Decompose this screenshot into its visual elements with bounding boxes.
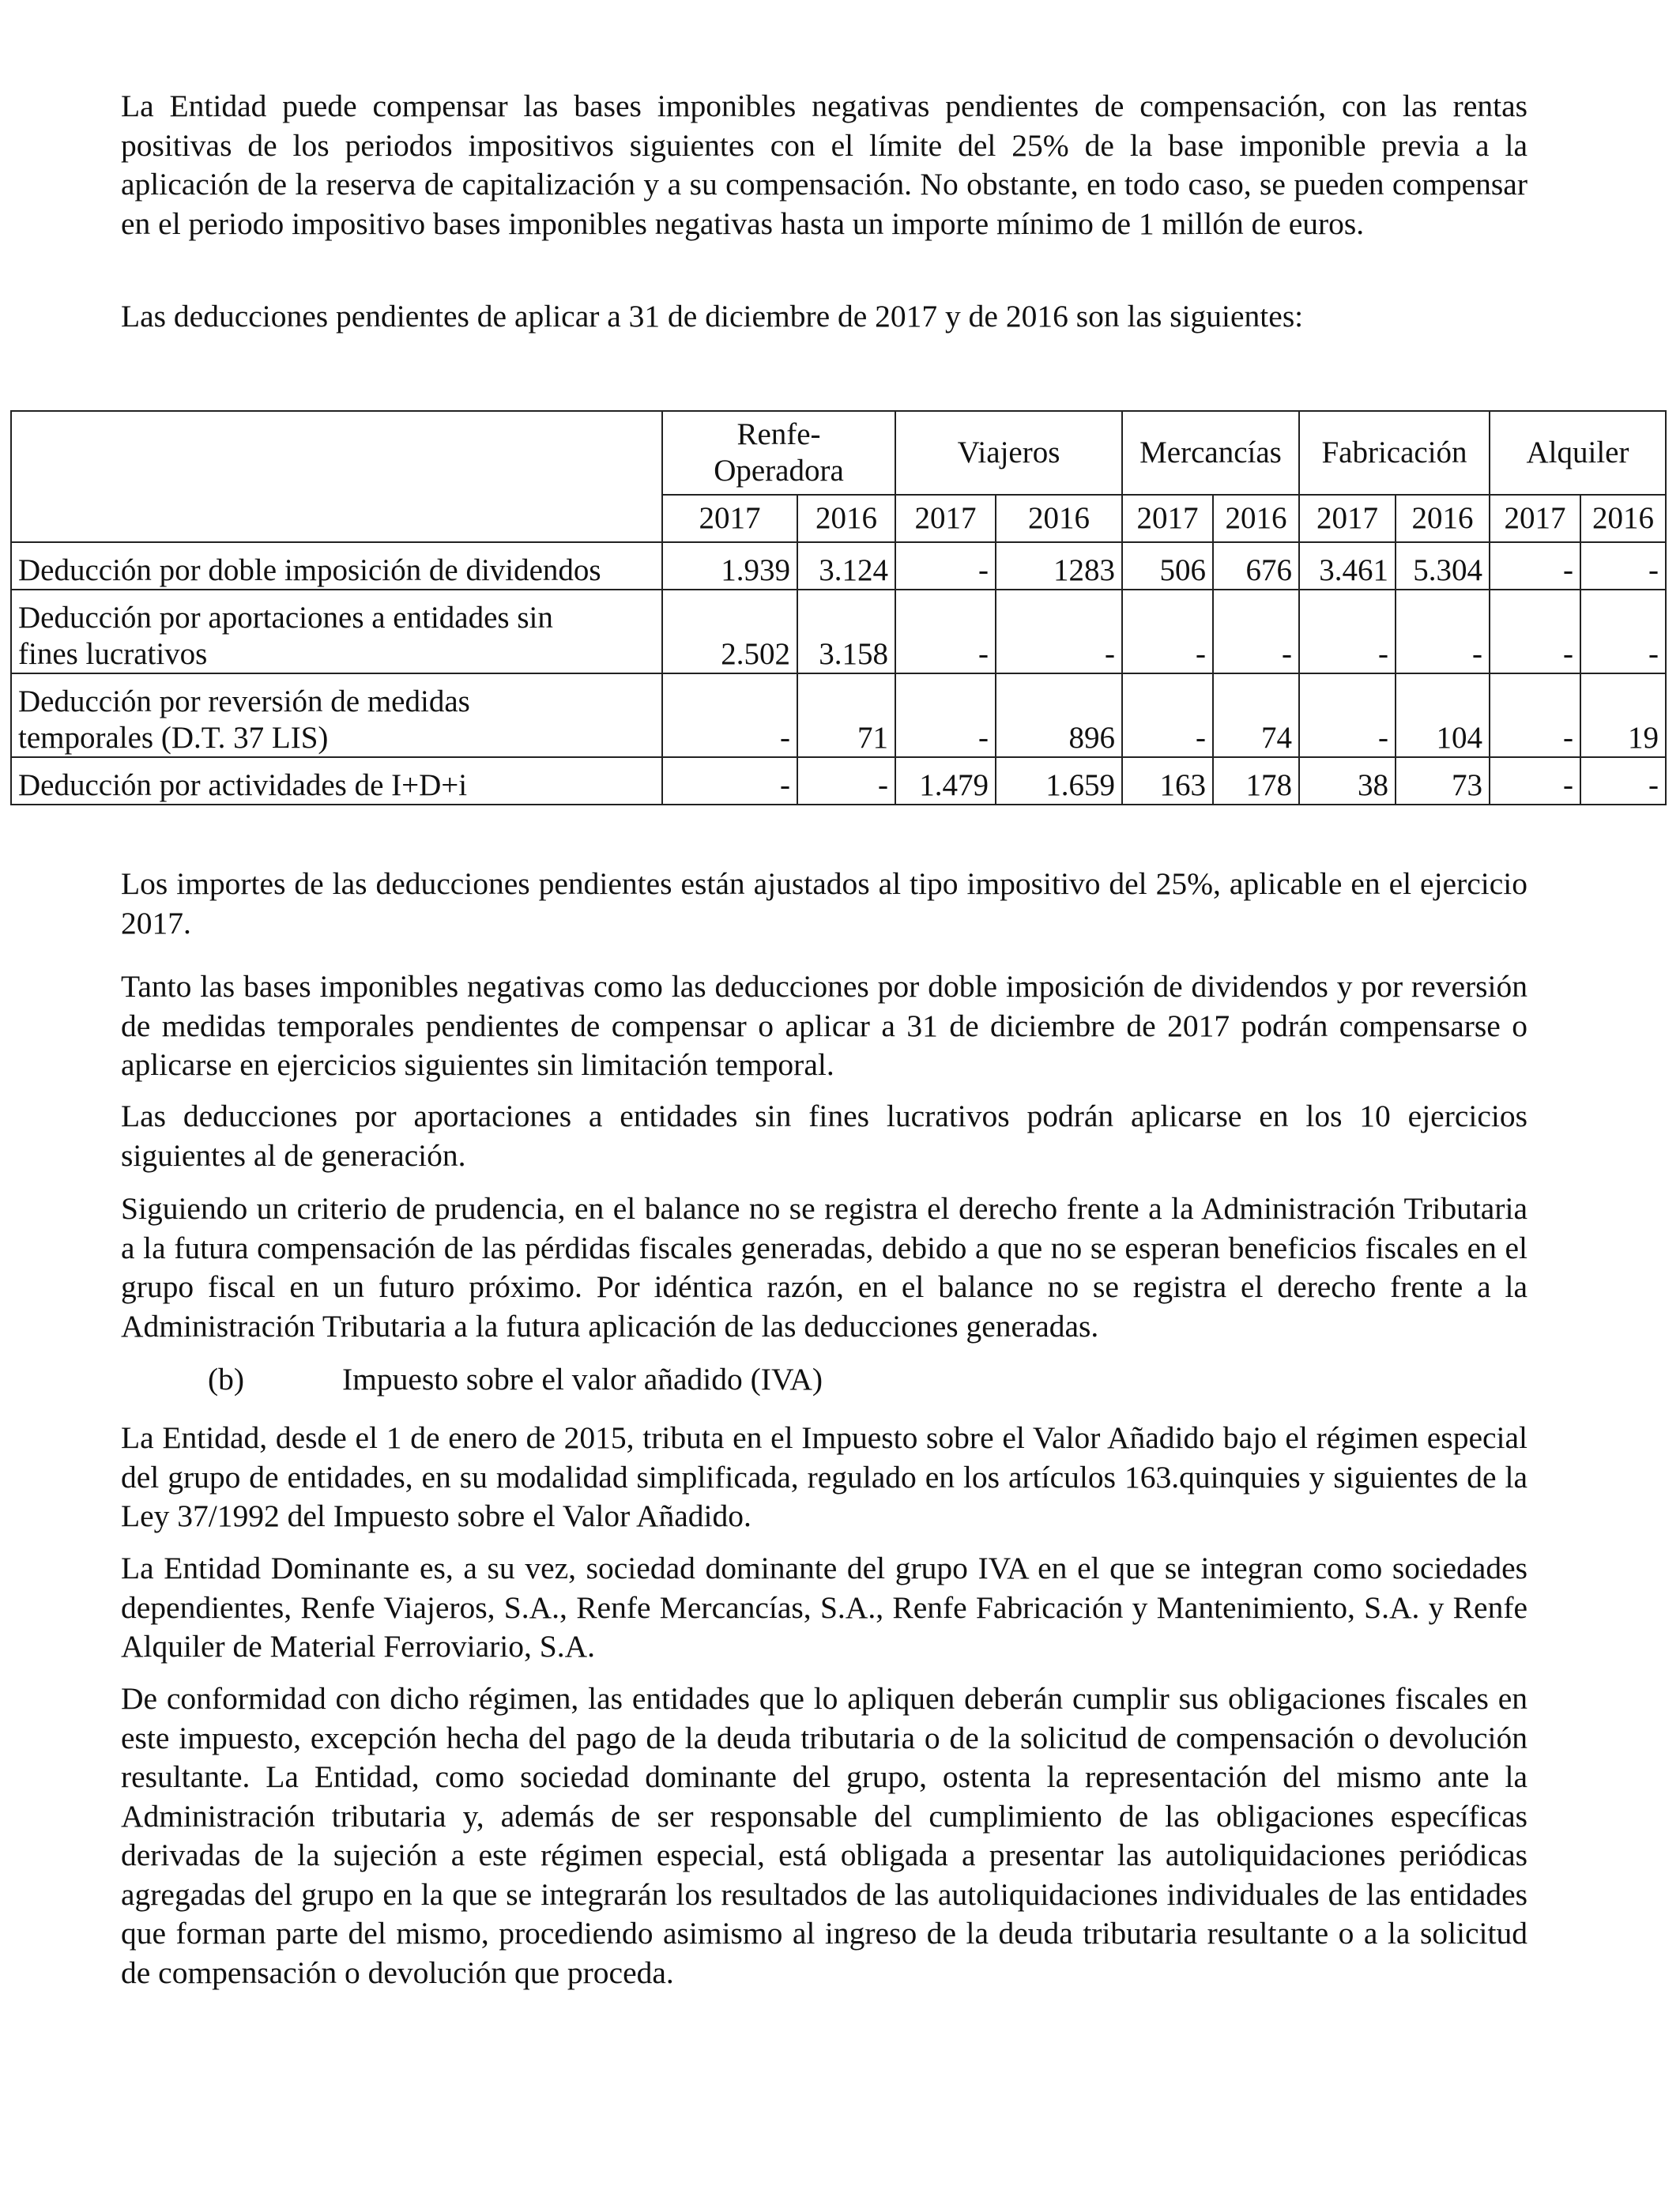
table-row	[11, 757, 1666, 805]
year-header: 2017	[1122, 495, 1213, 542]
group-header-fabricacion: Fabricación	[1299, 411, 1490, 495]
year-header: 2016	[996, 495, 1122, 542]
table-cell: -	[1580, 757, 1666, 805]
paragraph-tipo-impositivo: Los importes de las deducciones pendientes están ajustados al tipo impositivo del 25%, aplicable en el ejercicio 2017.	[121, 866, 1527, 941]
row-label	[11, 673, 662, 757]
year-header: 2017	[1490, 495, 1580, 542]
table-cell: 3.124	[797, 542, 895, 590]
group-header-mercancias: Mercancías	[1122, 411, 1299, 495]
paragraph-grupo-iva: La Entidad Dominante es, a su vez, sociedad dominante del grupo IVA en el que se integran como sociedades dependientes, Renfe Viajeros, S.A., Renfe Mercancías, S.A., Renfe Fabricación y Mantenimiento, S.A. y Renfe Alquiler de Material Ferroviario, S.A.	[121, 1551, 1527, 1664]
table-cell: -	[1396, 590, 1490, 673]
deductions-table	[10, 410, 1667, 805]
table-cell: -	[1213, 590, 1299, 673]
table-cell: 38	[1299, 757, 1396, 805]
table-cell: -	[1122, 673, 1213, 757]
table-cell: 178	[1213, 757, 1299, 805]
year-header: 2016	[1396, 495, 1490, 542]
table-cell: 71	[797, 673, 895, 757]
row-label-line: Deducción por reversión de medidas	[18, 684, 470, 718]
table-cell: -	[1490, 757, 1580, 805]
year-header: 2016	[1213, 495, 1299, 542]
paragraph-fines-lucrativos: Las deducciones por aportaciones a entidades sin fines lucrativos podrán aplicarse en los 10 ejercicios siguientes al de generación.	[121, 1099, 1527, 1173]
row-label: Deducción por actividades de I+D+i	[11, 757, 662, 805]
table-row	[11, 590, 1666, 673]
table-cell: -	[996, 590, 1122, 673]
row-label-line: Deducción por aportaciones a entidades sin	[18, 601, 553, 635]
section-marker: (b)	[208, 1362, 245, 1397]
paragraph-compensacion-bases: La Entidad puede compensar las bases imponibles negativas pendientes de compensación, con las rentas positivas de los periodos impositivos siguientes con el límite del 25% de la base imponible previa a la aplicación de la reserva de capitalización y a su compensación. No obstante, en todo caso, se pueden compensar en el periodo impositivo bases imponibles negativas hasta un importe mínimo de 1 millón de euros.	[121, 89, 1527, 241]
table-cell: 73	[1396, 757, 1490, 805]
table-cell: -	[895, 590, 996, 673]
table-cell: 3.158	[797, 590, 895, 673]
year-header: 2017	[1299, 495, 1396, 542]
table-cell: -	[1490, 542, 1580, 590]
section-heading: Impuesto sobre el valor añadido (IVA)	[342, 1362, 823, 1397]
row-label	[11, 590, 662, 673]
table-row	[11, 673, 1666, 757]
year-header: 2017	[662, 495, 797, 542]
table-cell: 3.461	[1299, 542, 1396, 590]
table-cell: -	[662, 673, 797, 757]
table-corner-cell	[11, 411, 662, 542]
table-cell: 163	[1122, 757, 1213, 805]
year-header: 2016	[797, 495, 895, 542]
row-label-line: fines lucrativos	[18, 637, 208, 671]
table-cell: 676	[1213, 542, 1299, 590]
table-cell: 896	[996, 673, 1122, 757]
table-cell: -	[1299, 673, 1396, 757]
table-cell: 19	[1580, 673, 1666, 757]
table-cell: -	[1580, 542, 1666, 590]
table-cell: -	[895, 673, 996, 757]
group-header-viajeros: Viajeros	[895, 411, 1122, 495]
paragraph-prudencia: Siguiendo un criterio de prudencia, en el balance no se registra el derecho frente a la Administración Tributaria a la futura compensación de las pérdidas fiscales generadas, debido a que no se esperan beneficios fiscales en el grupo fiscal en un futuro próximo. Por idéntica razón, en el balance no se registra el derecho frente a la Administración Tributaria a la futura aplicación de las deducciones generadas.	[121, 1191, 1527, 1344]
table-cell: 1283	[996, 542, 1122, 590]
paragraph-sin-limitacion: Tanto las bases imponibles negativas como las deducciones por doble imposición de dividendos y por reversión de medidas temporales pendientes de compensar o aplicar a 31 de diciembre de 2017 podrán compensarse o aplicarse en ejercicios siguientes sin limitación temporal.	[121, 969, 1527, 1082]
year-header: 2016	[1580, 495, 1666, 542]
paragraph-iva-regimen: La Entidad, desde el 1 de enero de 2015, tributa en el Impuesto sobre el Valor Añadido bajo el régimen especial del grupo de entidades, en su modalidad simplificada, regulado en los artículos 163.quinquies y siguientes de la Ley 37/1992 del Impuesto sobre el Valor Añadido.	[121, 1420, 1527, 1533]
row-label-line: temporales (D.T. 37 LIS)	[18, 721, 329, 755]
table-cell: 2.502	[662, 590, 797, 673]
group-header-alquiler: Alquiler	[1490, 411, 1666, 495]
group-header-renfe-operadora: Renfe- Operadora	[662, 411, 895, 495]
paragraph-deducciones-intro: Las deducciones pendientes de aplicar a 31 de diciembre de 2017 y de 2016 son las siguientes:	[121, 299, 1304, 334]
table-cell: 1.939	[662, 542, 797, 590]
table-cell: -	[1580, 590, 1666, 673]
paragraph-obligaciones: De conformidad con dicho régimen, las entidades que lo apliquen deberán cumplir sus obligaciones fiscales en este impuesto, excepción hecha del pago de la deuda tributaria o de la solicitud de compensación o devolución resultante. La Entidad, como sociedad dominante del grupo, ostenta la representación del mismo ante la Administración tributaria y, además de ser responsable del cumplimiento de las obligaciones específicas derivadas de la sujeción a este régimen especial, está obligada a presentar las autoliquidaciones periódicas agregadas del grupo en la que se integrarán los resultados de las autoliquidaciones individuales de las entidades que forman parte del mismo, procediendo asimismo al ingreso de la deuda tributaria resultante o a la solicitud de compensación o devolución que proceda.	[121, 1681, 1527, 1990]
table-cell: 5.304	[1396, 542, 1490, 590]
table-cell: 1.659	[996, 757, 1122, 805]
table-cell: -	[797, 757, 895, 805]
table-cell: -	[1122, 590, 1213, 673]
year-header: 2017	[895, 495, 996, 542]
table-cell: 104	[1396, 673, 1490, 757]
table-cell: 1.479	[895, 757, 996, 805]
table-cell: -	[1299, 590, 1396, 673]
table-row	[11, 542, 1666, 590]
table-cell: -	[1490, 673, 1580, 757]
table-cell: -	[895, 542, 996, 590]
table-cell: 506	[1122, 542, 1213, 590]
table-cell: -	[1490, 590, 1580, 673]
table-cell: -	[662, 757, 797, 805]
table-cell: 74	[1213, 673, 1299, 757]
row-label: Deducción por doble imposición de dividendos	[11, 542, 662, 590]
